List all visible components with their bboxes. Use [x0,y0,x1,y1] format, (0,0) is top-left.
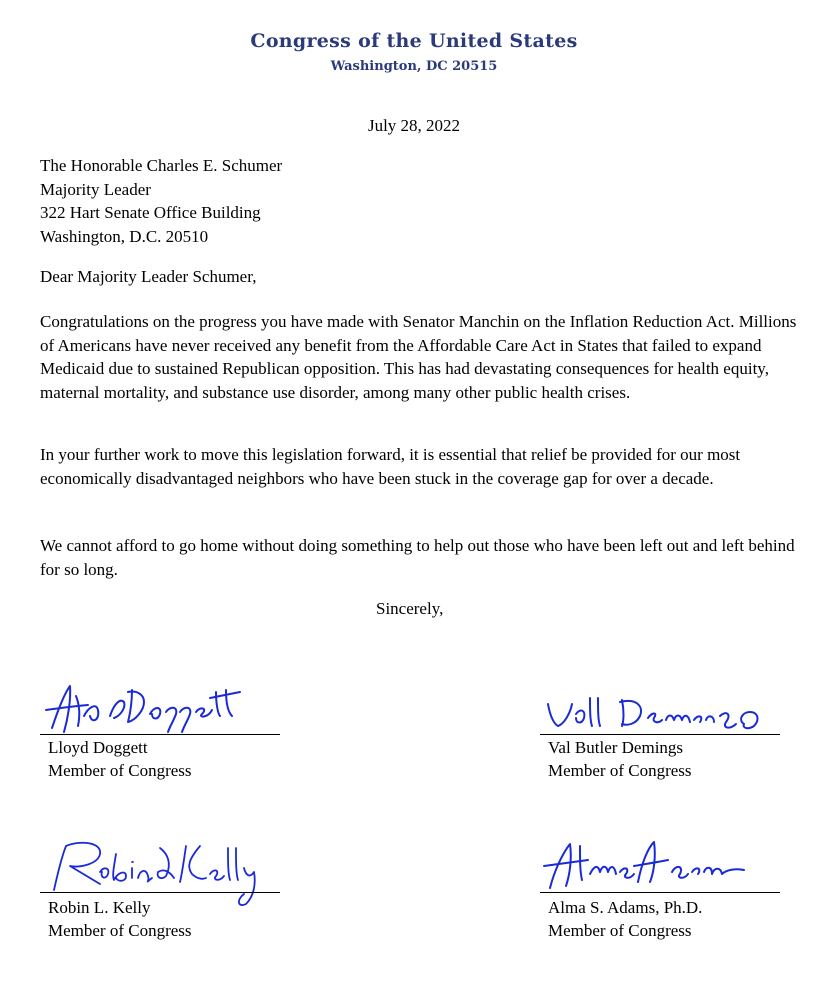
letter-date: July 28, 2022 [367,116,461,135]
signer-name: Alma S. Adams, Ph.D. [548,898,703,917]
signer-name: Lloyd Doggett [48,738,148,757]
body-paragraph: We cannot afford to go home without doing something to help out those who have been left out and left behind for so long. [40,536,795,579]
closing: Sincerely, [376,599,444,618]
signature-block-demings [540,680,800,780]
address-line: The Honorable Charles E. Schumer [40,156,283,175]
letterhead-title: Congress of the United States [250,30,578,52]
signature-block-kelly [40,840,300,940]
recipient-address [40,154,282,248]
address-line: Majority Leader [40,179,151,199]
signature-demings [540,680,780,740]
signature-line [540,892,780,893]
body-paragraph: In your further work to move this legislation forward, it is essential that relief be provided for our most economically disadvantaged neighbors who have been stuck in the coverage gap for over a decade. [40,445,741,488]
signature-line [40,734,280,735]
signature-line [540,734,780,735]
signer-name: Robin L. Kelly [48,898,151,917]
letterhead-subtitle: Washington, DC 20515 [330,59,498,74]
signer-title: Member of Congress [48,761,192,780]
signer-name: Val Butler Demings [548,738,684,757]
address-line: 322 Hart Senate Office Building [40,203,261,222]
signer-title: Member of Congress [548,761,692,780]
salutation: Dear Majority Leader Schumer, [40,267,257,286]
signature-doggett [40,680,280,740]
body-paragraph: Congratulations on the progress you have made with Senator Manchin on the Inflation Reduction Act. Millions of Americans have never received any benefit from the Affordable Care Act in States that failed to expand Medicaid due to sustained Republican opposition. This has had devastating consequences for health equity, maternal mortality, and substance use disorder, among many other public health crises. [40,312,797,402]
signature-block-doggett [40,680,300,780]
signature-line [40,892,280,893]
address-line: Washington, D.C. 20510 [40,226,209,246]
signer-title: Member of Congress [48,921,192,940]
signer-title: Member of Congress [548,921,692,940]
signature-block-adams [540,840,800,940]
